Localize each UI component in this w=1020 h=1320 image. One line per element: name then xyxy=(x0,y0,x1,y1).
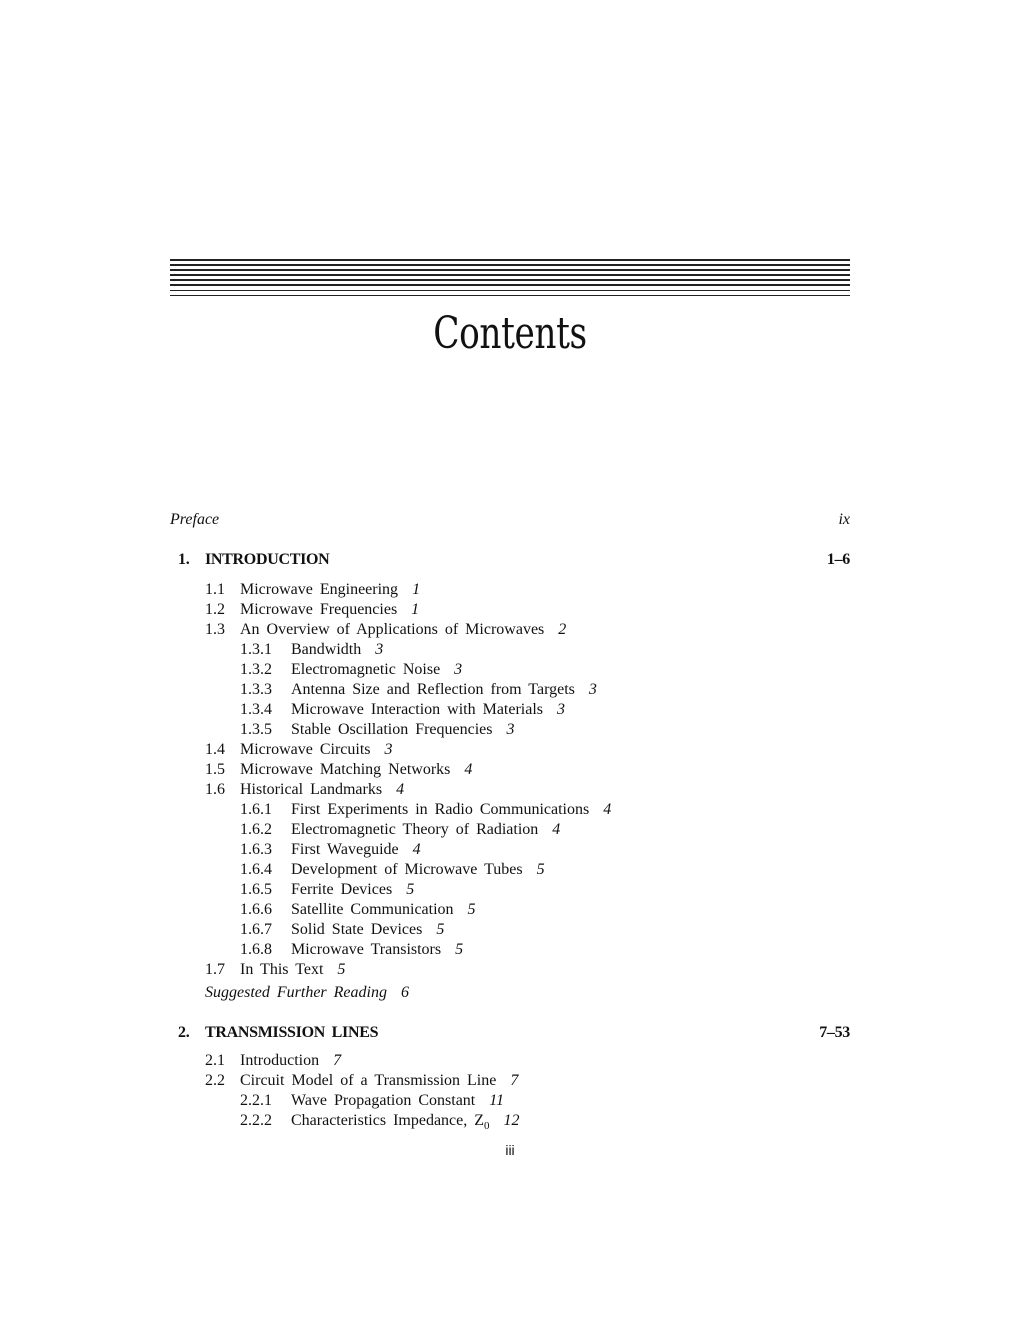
section-number: 2.2.1 xyxy=(240,1092,272,1109)
section-number: 1.3.3 xyxy=(240,681,272,698)
section-number: 1.5 xyxy=(205,761,225,778)
further-reading xyxy=(205,984,409,1002)
toc-entry xyxy=(205,781,404,799)
section-page: 11 xyxy=(489,1092,505,1109)
section-title: First Experiments in Radio Communications xyxy=(291,801,590,818)
section-number: 1.3.1 xyxy=(240,641,272,658)
section-page: 5 xyxy=(406,881,415,898)
toc-entry xyxy=(240,881,414,899)
section-number: 1.6 xyxy=(205,781,225,798)
section-number: 1.6.1 xyxy=(240,801,272,818)
section-title: Microwave Transistors xyxy=(291,941,442,958)
preface-page: ix xyxy=(838,511,850,528)
section-page: 4 xyxy=(603,801,612,818)
toc-entry xyxy=(205,601,419,619)
chapter-title: INTRODUCTION xyxy=(205,551,330,568)
toc-entry xyxy=(240,661,462,679)
section-page: 3 xyxy=(454,661,463,678)
chapter-number: 2. xyxy=(178,1024,190,1041)
section-number: 1.6.3 xyxy=(240,841,272,858)
section-title: Electromagnetic Theory of Radiation xyxy=(291,821,539,838)
section-title: Wave Propagation Constant xyxy=(291,1092,476,1109)
toc-entry xyxy=(205,1072,518,1090)
section-number: 2.1 xyxy=(205,1052,225,1069)
section-page: 7 xyxy=(510,1072,519,1089)
section-title: Circuit Model of a Transmission Line xyxy=(240,1072,497,1089)
section-number: 1.2 xyxy=(205,601,225,618)
toc-entry xyxy=(240,801,611,819)
toc-entry xyxy=(240,1112,520,1132)
section-title: Solid State Devices xyxy=(291,921,423,938)
section-title: Bandwidth xyxy=(291,641,362,658)
section-number: 1.4 xyxy=(205,741,225,758)
page-number: iii xyxy=(505,1142,515,1158)
section-number: 1.7 xyxy=(205,961,225,978)
section-number: 1.6.6 xyxy=(240,901,272,918)
toc-entry xyxy=(240,841,421,859)
chapter-heading xyxy=(178,551,329,569)
toc-entry xyxy=(240,701,565,719)
section-number: 1.3.2 xyxy=(240,661,272,678)
section-title: Microwave Frequencies xyxy=(240,601,398,618)
toc-entry xyxy=(240,821,560,839)
section-title: Introduction xyxy=(240,1052,320,1069)
section-number: 2.2 xyxy=(205,1072,225,1089)
section-number: 1.6.2 xyxy=(240,821,272,838)
chapter-pages: 7–53 xyxy=(819,1024,850,1041)
section-number: 1.6.7 xyxy=(240,921,272,938)
toc-entry xyxy=(205,761,472,779)
preface-label: Preface xyxy=(170,511,220,528)
section-number: 1.6.5 xyxy=(240,881,272,898)
section-title: Stable Oscillation Frequencies xyxy=(291,721,493,738)
toc-entry xyxy=(205,621,566,639)
section-page: 1 xyxy=(412,581,421,598)
section-title: Microwave Circuits xyxy=(240,741,371,758)
section-title: Electromagnetic Noise xyxy=(291,661,441,678)
section-number: 1.6.4 xyxy=(240,861,272,878)
toc-entry xyxy=(240,721,515,739)
section-page: 5 xyxy=(536,861,545,878)
chapter-pages: 1–6 xyxy=(826,551,850,568)
section-page: 3 xyxy=(588,681,597,698)
section-page: 5 xyxy=(337,961,346,978)
subscript: 0 xyxy=(484,1120,490,1133)
page-title: Contents xyxy=(433,308,587,359)
chapter-heading xyxy=(178,1024,378,1042)
section-page: 3 xyxy=(375,641,384,658)
section-title: Satellite Communication xyxy=(291,901,454,918)
toc-entry xyxy=(240,941,463,959)
section-page: 12 xyxy=(503,1112,520,1129)
toc-entry xyxy=(205,1052,341,1070)
section-page: 7 xyxy=(333,1052,342,1069)
section-title: In This Text xyxy=(240,961,324,978)
section-title: Historical Landmarks xyxy=(240,781,383,798)
toc-entry xyxy=(240,901,476,919)
section-number: 1.3.4 xyxy=(240,701,272,718)
section-title: Characteristics Impedance, $Z_0$ xyxy=(291,1112,490,1133)
section-page: 4 xyxy=(552,821,561,838)
section-number: 1.6.8 xyxy=(240,941,272,958)
section-page: 5 xyxy=(467,901,476,918)
toc-entry xyxy=(240,921,444,939)
chapter-number: 1. xyxy=(178,551,190,568)
section-page: 4 xyxy=(396,781,405,798)
toc-entry xyxy=(205,581,420,599)
section-page: 2 xyxy=(558,621,567,638)
section-number: 2.2.2 xyxy=(240,1112,272,1129)
toc-entry xyxy=(240,1092,504,1110)
section-number: 1.3.5 xyxy=(240,721,272,738)
section-page: 3 xyxy=(384,741,393,758)
section-title: Ferrite Devices xyxy=(291,881,393,898)
section-title: Development of Microwave Tubes xyxy=(291,861,523,878)
section-page: 5 xyxy=(436,921,445,938)
section-page: 3 xyxy=(506,721,515,738)
chapter-title: TRANSMISSION LINES xyxy=(205,1024,379,1041)
decorative-rules xyxy=(170,259,850,300)
toc-entry xyxy=(240,681,597,699)
toc-entry xyxy=(240,861,545,879)
section-title: Microwave Interaction with Materials xyxy=(291,701,544,718)
section-page: 4 xyxy=(464,761,473,778)
section-number: 1.1 xyxy=(205,581,225,598)
further-reading-page: 6 xyxy=(400,984,409,1001)
section-title: Microwave Matching Networks xyxy=(240,761,451,778)
section-title: Microwave Engineering xyxy=(240,581,399,598)
section-page: 5 xyxy=(455,941,464,958)
section-title: First Waveguide xyxy=(291,841,399,858)
toc-entry xyxy=(205,961,345,979)
section-page: 4 xyxy=(412,841,421,858)
further-reading-label: Suggested Further Reading xyxy=(205,984,387,1001)
section-title: An Overview of Applications of Microwaves xyxy=(240,621,545,638)
section-page: 3 xyxy=(557,701,566,718)
section-number: 1.3 xyxy=(205,621,225,638)
toc-entry xyxy=(205,741,393,759)
section-page: 1 xyxy=(411,601,420,618)
section-title: Antenna Size and Reflection from Targets xyxy=(291,681,575,698)
toc-entry xyxy=(240,641,383,659)
